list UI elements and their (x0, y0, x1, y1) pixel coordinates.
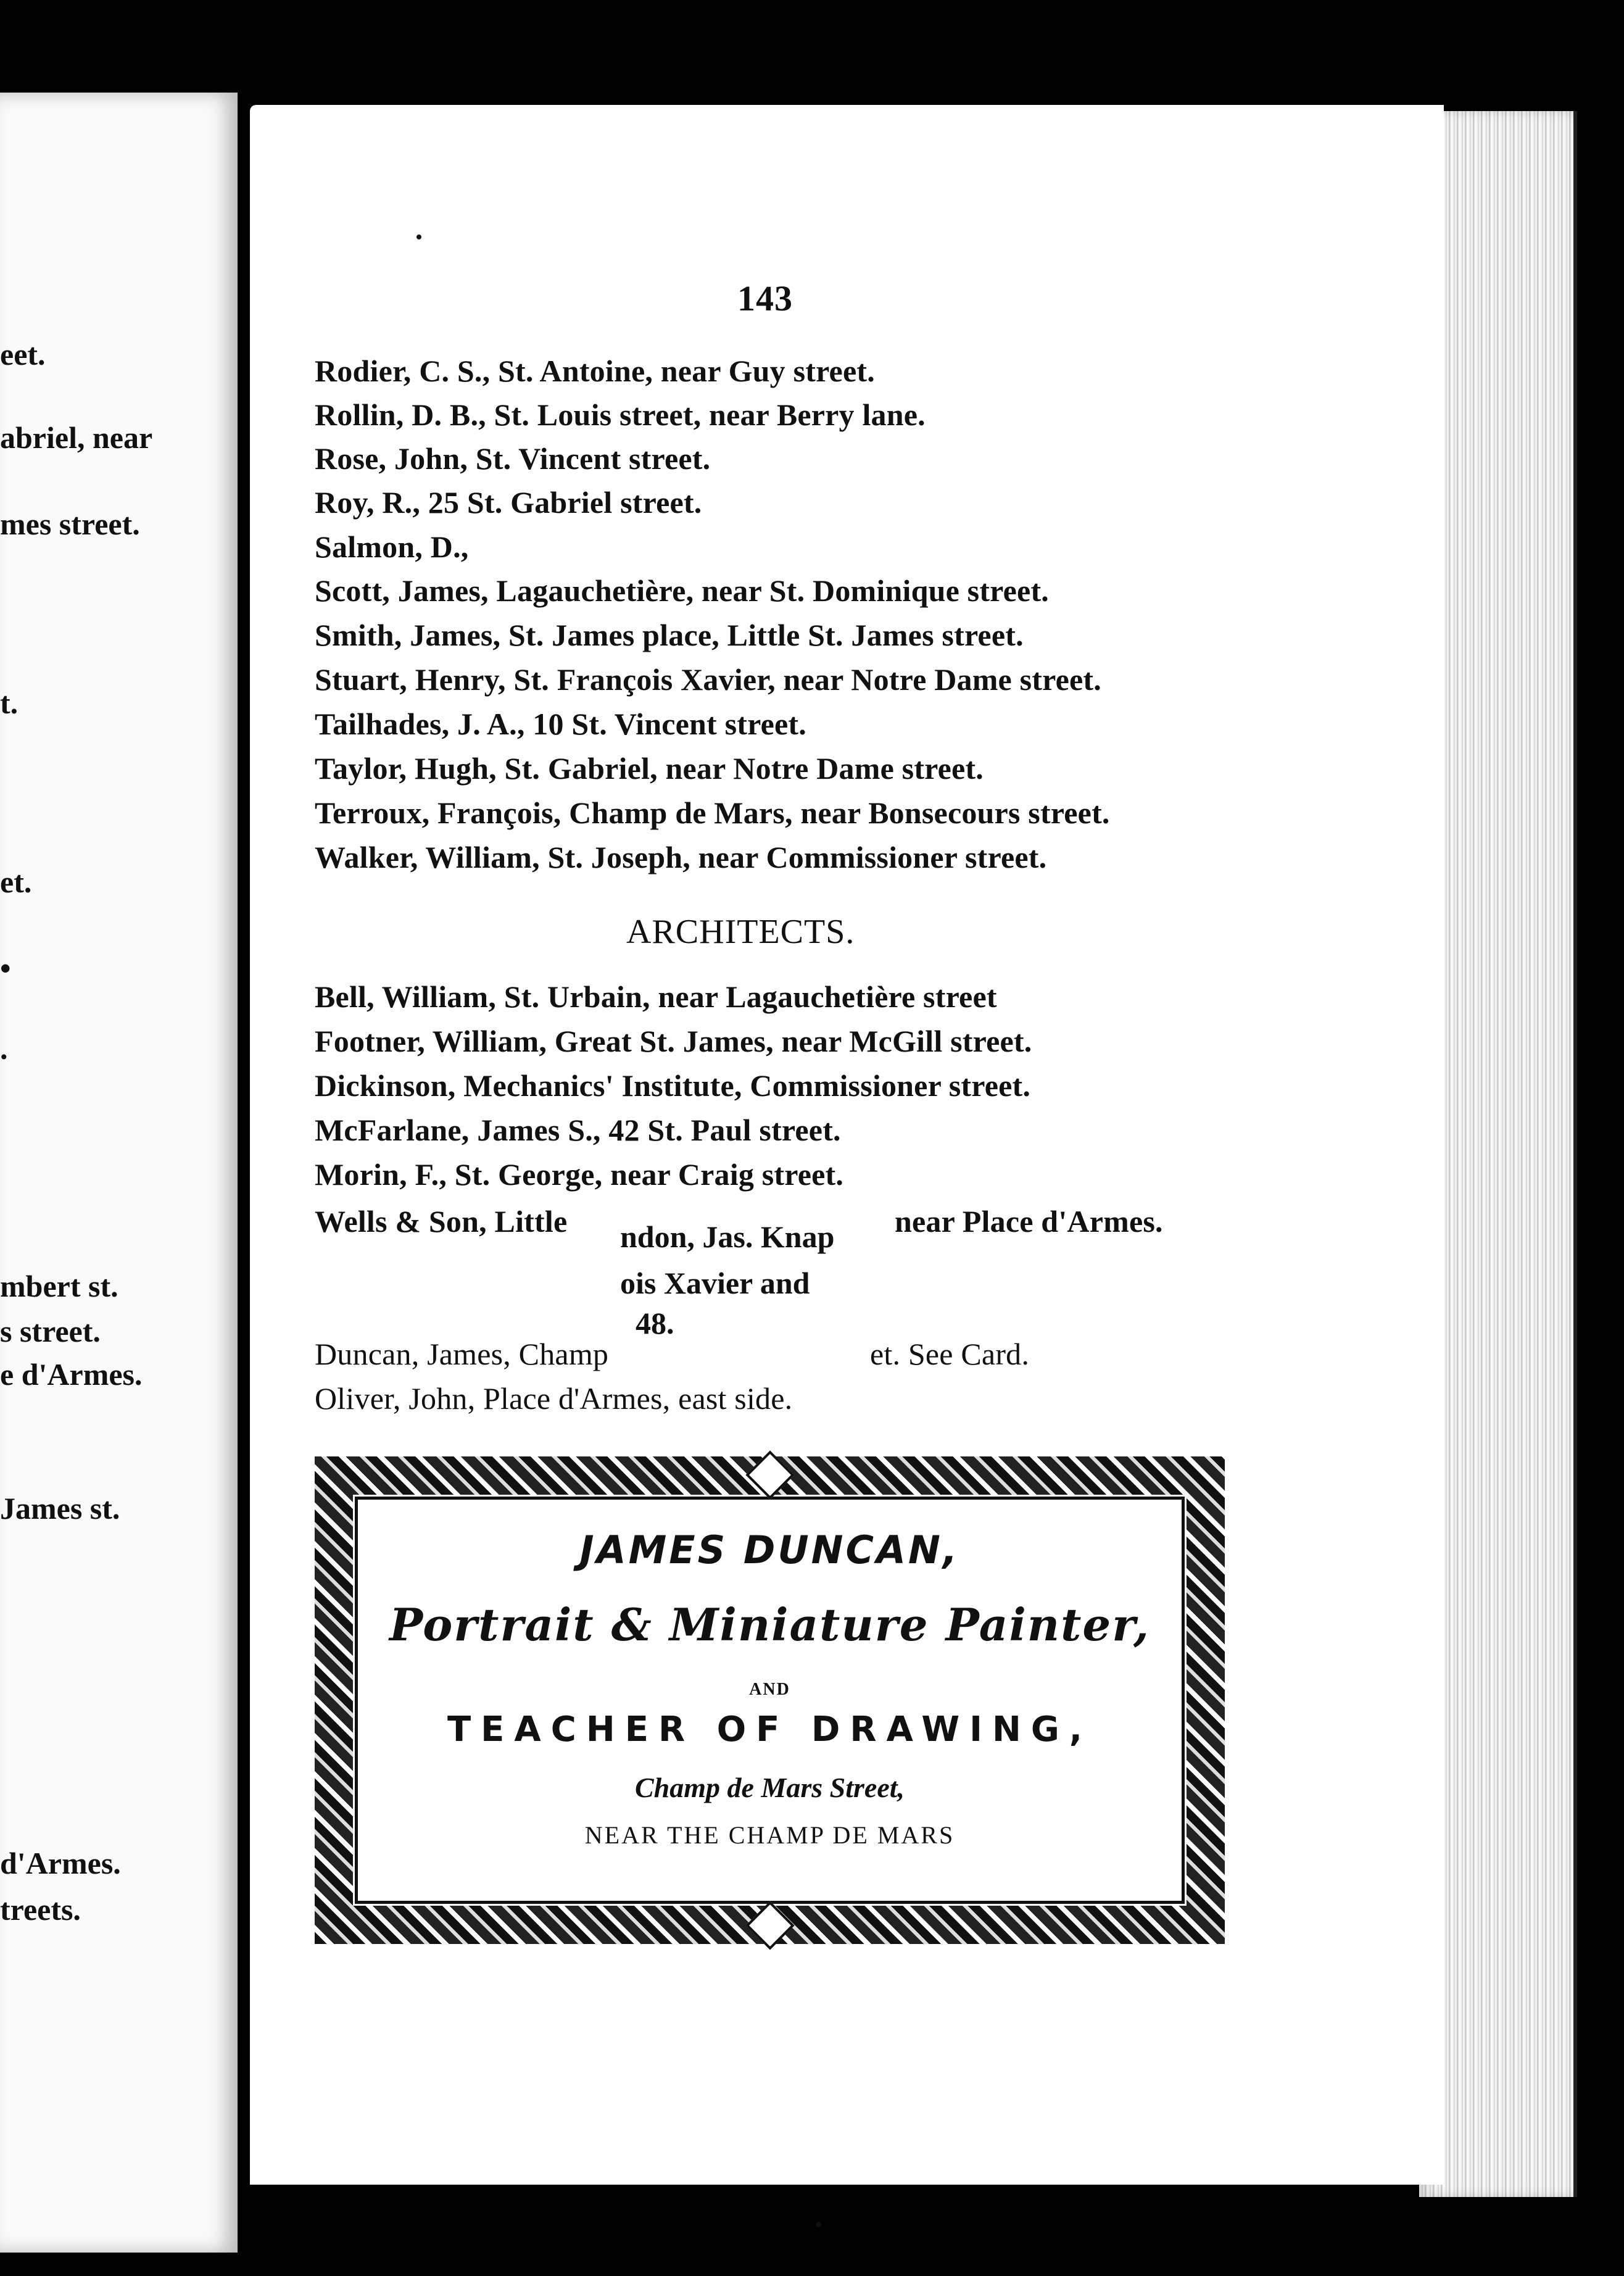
section-heading: ARCHITECTS. (626, 913, 855, 951)
print-speck (416, 235, 421, 239)
directory-entry: Rose, John, St. Vincent street. (315, 441, 711, 476)
overlay-fragment: ndon, Jas. Knap (620, 1219, 835, 1254)
left-page-fragment: s street. (0, 1314, 101, 1348)
architect-entry: McFarlane, James S., 42 St. Paul street. (315, 1113, 841, 1147)
directory-entry: Terroux, François, Champ de Mars, near Bonsecours street. (315, 795, 1110, 830)
left-page-fragment: e d'Armes. (0, 1357, 143, 1392)
directory-entry: Taylor, Hugh, St. Gabriel, near Notre Dame street. (315, 751, 984, 786)
architect-entry: Footner, William, Great St. James, near McGill street. (315, 1024, 1032, 1058)
page-number: 143 (737, 278, 793, 318)
overlay-fragment: 48. (636, 1306, 674, 1340)
architect-entry: Wells & Son, Little (315, 1204, 568, 1239)
left-page-fragment: eet. (0, 337, 46, 372)
directory-entry: Stuart, Henry, St. François Xavier, near Notre Dame street. (315, 662, 1101, 697)
ad-conjunction: AND (749, 1680, 790, 1699)
directory-entry-continuation: et. See Card. (870, 1337, 1030, 1371)
directory-entry: Walker, William, St. Joseph, near Commissioner street. (315, 840, 1047, 874)
left-page-fragment: abriel, near (0, 420, 153, 455)
left-page-fragment: d'Armes. (0, 1846, 121, 1880)
advertiser-location: NEAR THE CHAMP DE MARS (584, 1821, 955, 1849)
print-speck (816, 2222, 821, 2227)
architect-entry-continuation: near Place d'Armes. (895, 1204, 1163, 1239)
left-page-fragment: t. (0, 686, 19, 720)
advertiser-teaching: TEACHER OF DRAWING, (447, 1709, 1093, 1750)
directory-entry: Salmon, D., (315, 530, 469, 564)
directory-entry: Tailhades, J. A., 10 St. Vincent street. (315, 707, 806, 741)
left-page-fragment: mbert st. (0, 1269, 118, 1303)
directory-entry: Rollin, D. B., St. Louis street, near Berry lane. (315, 397, 926, 432)
directory-entry: Scott, James, Lagauchetière, near St. Dominique street. (315, 573, 1050, 608)
left-page-fragment: treets. (0, 1892, 81, 1927)
advertiser-street: Champ de Mars Street, (634, 1772, 905, 1803)
overlay-fragment: ois Xavier and (620, 1266, 810, 1300)
left-page-fragment: mes street. (0, 507, 140, 541)
left-page (0, 93, 238, 2253)
left-page-fragment: James st. (0, 1491, 120, 1526)
directory-entry: Duncan, James, Champ (315, 1337, 609, 1371)
directory-entry: Rodier, C. S., St. Antoine, near Guy street. (315, 354, 875, 388)
advertiser-profession: Portrait & Miniature Painter, (389, 1598, 1150, 1651)
left-page-fragment: • (0, 951, 11, 986)
left-page-fragment: . (0, 1031, 8, 1066)
directory-entry: Oliver, John, Place d'Armes, east side. (315, 1381, 793, 1416)
architect-entry: Bell, William, St. Urbain, near Lagauchetière street (315, 979, 997, 1014)
advertiser-name: JAMES DUNCAN, (579, 1527, 960, 1572)
left-page-fragment: et. (0, 865, 32, 899)
architect-entry: Dickinson, Mechanics' Institute, Commissioner street. (315, 1068, 1031, 1103)
directory-entry: Smith, James, St. James place, Little St. James street. (315, 618, 1024, 652)
architect-entry: Morin, F., St. George, near Craig street. (315, 1157, 844, 1192)
directory-entry: Roy, R., 25 St. Gabriel street. (315, 485, 702, 520)
